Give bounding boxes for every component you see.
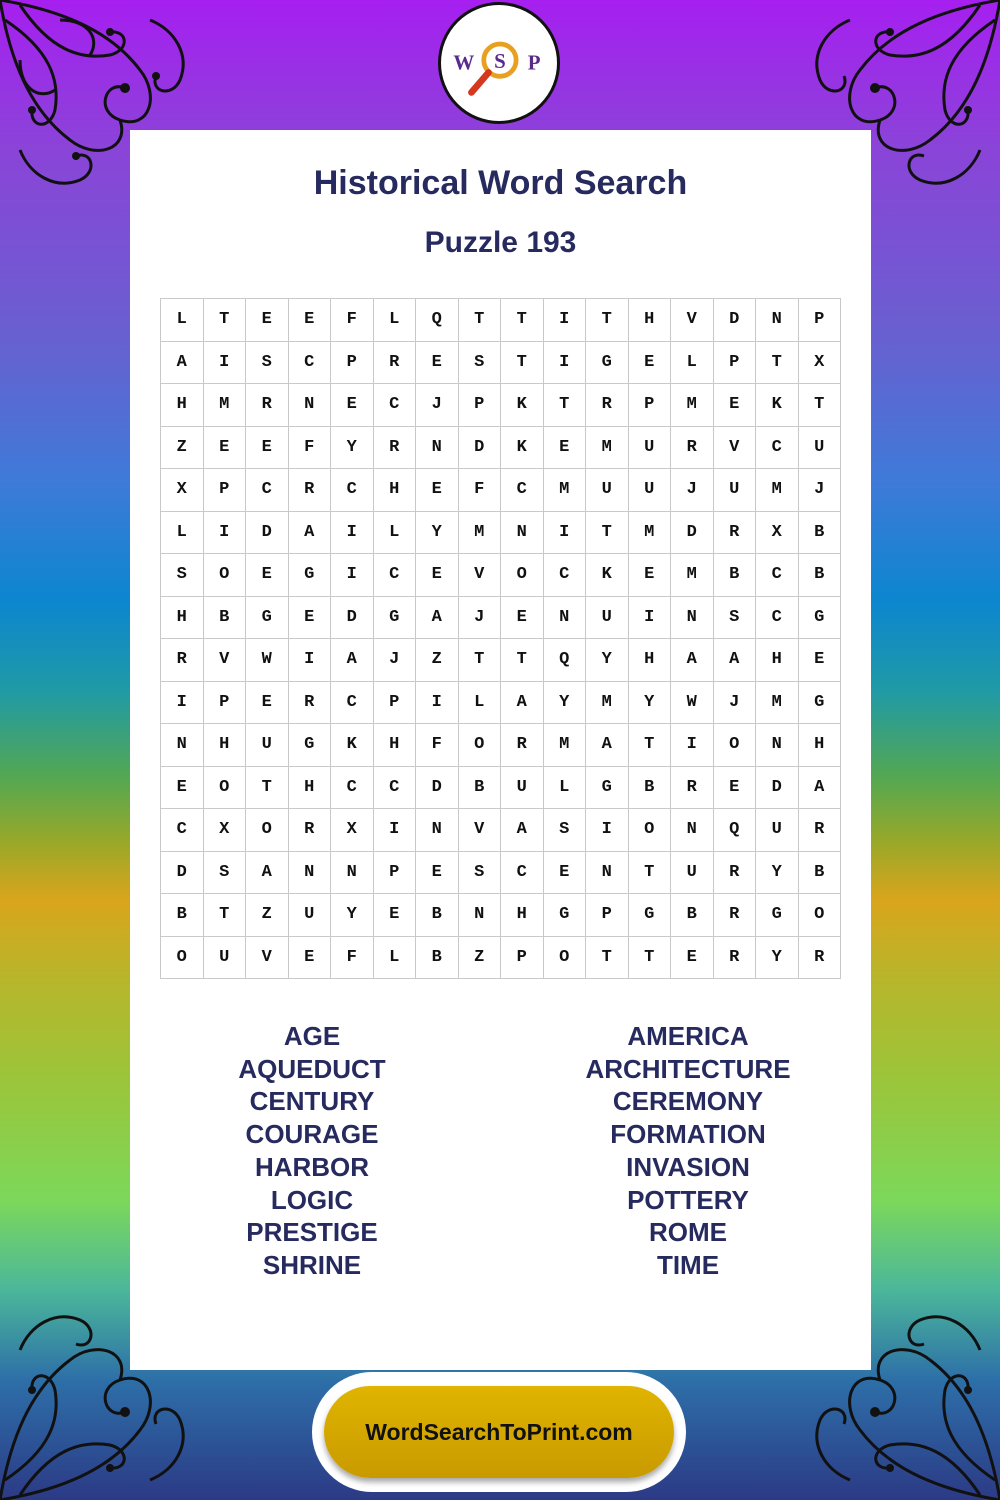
grid-cell[interactable]: C bbox=[246, 469, 289, 512]
grid-cell[interactable]: N bbox=[671, 597, 714, 640]
grid-cell[interactable]: O bbox=[501, 554, 544, 597]
grid-cell[interactable]: B bbox=[714, 554, 757, 597]
grid-cell[interactable]: P bbox=[374, 852, 417, 895]
logo-letter-w: W bbox=[453, 50, 475, 75]
grid-cell[interactable]: J bbox=[374, 639, 417, 682]
grid-cell[interactable]: U bbox=[714, 469, 757, 512]
word-list-item: ROME bbox=[649, 1217, 727, 1248]
grid-cell[interactable]: T bbox=[544, 384, 587, 427]
grid-cell[interactable]: C bbox=[289, 342, 332, 385]
grid-cell[interactable]: P bbox=[204, 469, 247, 512]
grid-cell[interactable]: C bbox=[374, 767, 417, 810]
word-list-item: PRESTIGE bbox=[246, 1217, 378, 1248]
grid-cell[interactable]: M bbox=[671, 554, 714, 597]
grid-cell[interactable]: R bbox=[586, 384, 629, 427]
grid-cell[interactable]: A bbox=[246, 852, 289, 895]
grid-cell[interactable]: A bbox=[501, 682, 544, 725]
grid-cell[interactable]: B bbox=[459, 767, 502, 810]
word-list-right bbox=[538, 1020, 838, 1282]
grid-cell[interactable]: T bbox=[204, 894, 247, 937]
grid-cell[interactable]: M bbox=[204, 384, 247, 427]
grid-cell[interactable]: R bbox=[246, 384, 289, 427]
grid-cell[interactable]: Y bbox=[756, 852, 799, 895]
grid-cell[interactable]: T bbox=[586, 937, 629, 980]
grid-cell[interactable]: S bbox=[714, 597, 757, 640]
grid-cell[interactable]: S bbox=[459, 342, 502, 385]
grid-cell[interactable]: T bbox=[629, 937, 672, 980]
grid-cell[interactable]: I bbox=[586, 809, 629, 852]
grid-cell[interactable]: U bbox=[586, 469, 629, 512]
grid-cell[interactable]: Q bbox=[416, 299, 459, 342]
grid-cell[interactable]: I bbox=[671, 724, 714, 767]
grid-cell[interactable]: M bbox=[459, 512, 502, 555]
grid-cell[interactable]: K bbox=[331, 724, 374, 767]
grid-cell[interactable]: R bbox=[714, 894, 757, 937]
word-list-item: HARBOR bbox=[254, 1151, 370, 1182]
grid-cell[interactable]: X bbox=[756, 512, 799, 555]
website-label: WordSearchToPrint.com bbox=[365, 1418, 633, 1445]
grid-cell[interactable]: V bbox=[459, 809, 502, 852]
grid-cell[interactable]: R bbox=[289, 469, 332, 512]
grid-cell[interactable]: H bbox=[161, 384, 204, 427]
grid-cell[interactable]: E bbox=[246, 427, 289, 470]
grid-cell[interactable]: K bbox=[501, 384, 544, 427]
grid-cell[interactable]: Y bbox=[586, 639, 629, 682]
grid-cell[interactable]: C bbox=[756, 427, 799, 470]
grid-cell[interactable]: E bbox=[671, 937, 714, 980]
grid-cell[interactable]: D bbox=[331, 597, 374, 640]
grid-cell[interactable]: L bbox=[161, 299, 204, 342]
grid-cell[interactable]: E bbox=[629, 554, 672, 597]
magnifier-icon bbox=[441, 5, 557, 121]
word-list-item: AGE bbox=[283, 1021, 341, 1051]
grid-cell[interactable]: Y bbox=[544, 682, 587, 725]
word-list-item: POTTERY bbox=[627, 1184, 749, 1215]
grid-cell[interactable]: H bbox=[374, 469, 417, 512]
grid-cell[interactable]: V bbox=[671, 299, 714, 342]
grid-cell[interactable]: A bbox=[161, 342, 204, 385]
grid-cell[interactable]: N bbox=[459, 894, 502, 937]
grid-cell[interactable]: G bbox=[289, 724, 332, 767]
footer-badge bbox=[312, 1372, 686, 1492]
grid-cell[interactable]: O bbox=[799, 894, 842, 937]
grid-cell[interactable]: E bbox=[544, 427, 587, 470]
grid-cell[interactable]: T bbox=[799, 384, 842, 427]
grid-cell[interactable]: Y bbox=[756, 937, 799, 980]
letter-grid[interactable] bbox=[160, 298, 841, 979]
grid-cell[interactable]: R bbox=[714, 852, 757, 895]
grid-cell[interactable]: A bbox=[289, 512, 332, 555]
grid-cell[interactable]: D bbox=[459, 427, 502, 470]
grid-cell[interactable]: F bbox=[331, 299, 374, 342]
grid-cell[interactable]: L bbox=[374, 937, 417, 980]
grid-cell[interactable]: A bbox=[714, 639, 757, 682]
grid-cell[interactable]: E bbox=[246, 299, 289, 342]
grid-cell[interactable]: Y bbox=[331, 894, 374, 937]
grid-cell[interactable]: X bbox=[204, 809, 247, 852]
grid-cell[interactable]: G bbox=[374, 597, 417, 640]
grid-cell[interactable]: R bbox=[374, 342, 417, 385]
grid-cell[interactable]: U bbox=[629, 427, 672, 470]
grid-cell[interactable]: G bbox=[799, 682, 842, 725]
grid-cell[interactable]: F bbox=[289, 427, 332, 470]
grid-cell[interactable]: C bbox=[501, 469, 544, 512]
word-list-item: CENTURY bbox=[249, 1086, 375, 1117]
grid-cell[interactable]: N bbox=[671, 809, 714, 852]
grid-cell[interactable]: E bbox=[246, 682, 289, 725]
grid-cell[interactable]: E bbox=[416, 852, 459, 895]
grid-cell[interactable]: I bbox=[629, 597, 672, 640]
grid-cell[interactable]: J bbox=[799, 469, 842, 512]
grid-cell[interactable]: C bbox=[756, 554, 799, 597]
grid-cell[interactable]: E bbox=[416, 554, 459, 597]
word-list-item: COURAGE bbox=[245, 1119, 379, 1150]
word-list-item: ARCHITECTURE bbox=[585, 1053, 791, 1084]
grid-cell[interactable]: M bbox=[629, 512, 672, 555]
grid-cell[interactable]: E bbox=[714, 384, 757, 427]
word-list-item: SHRINE bbox=[262, 1249, 362, 1280]
grid-cell[interactable]: C bbox=[544, 554, 587, 597]
grid-cell[interactable]: M bbox=[671, 384, 714, 427]
grid-cell[interactable]: D bbox=[714, 299, 757, 342]
grid-cell[interactable]: K bbox=[586, 554, 629, 597]
grid-cell[interactable]: U bbox=[501, 767, 544, 810]
grid-cell[interactable]: D bbox=[756, 767, 799, 810]
word-list-item: LOGIC bbox=[270, 1184, 354, 1215]
grid-cell[interactable]: Q bbox=[544, 639, 587, 682]
grid-cell[interactable]: O bbox=[714, 724, 757, 767]
grid-cell[interactable]: U bbox=[799, 427, 842, 470]
grid-cell[interactable]: J bbox=[416, 384, 459, 427]
grid-cell[interactable]: V bbox=[714, 427, 757, 470]
grid-cell[interactable]: T bbox=[204, 299, 247, 342]
grid-cell[interactable]: C bbox=[501, 852, 544, 895]
grid-cell[interactable]: G bbox=[289, 554, 332, 597]
grid-cell[interactable]: J bbox=[459, 597, 502, 640]
grid-cell[interactable]: X bbox=[161, 469, 204, 512]
grid-cell[interactable]: I bbox=[331, 512, 374, 555]
grid-cell[interactable]: T bbox=[459, 639, 502, 682]
grid-cell[interactable]: E bbox=[246, 554, 289, 597]
grid-cell[interactable]: A bbox=[799, 767, 842, 810]
grid-cell[interactable]: D bbox=[246, 512, 289, 555]
grid-cell[interactable]: P bbox=[331, 342, 374, 385]
grid-cell[interactable]: I bbox=[161, 682, 204, 725]
grid-cell[interactable]: A bbox=[416, 597, 459, 640]
grid-cell[interactable]: L bbox=[671, 342, 714, 385]
grid-cell[interactable]: D bbox=[671, 512, 714, 555]
grid-cell[interactable]: E bbox=[374, 894, 417, 937]
grid-cell[interactable]: Y bbox=[331, 427, 374, 470]
grid-cell[interactable]: P bbox=[204, 682, 247, 725]
grid-cell[interactable]: B bbox=[799, 852, 842, 895]
grid-cell[interactable]: D bbox=[161, 852, 204, 895]
grid-cell[interactable]: H bbox=[629, 639, 672, 682]
page-title: Historical Word Search bbox=[313, 164, 688, 202]
grid-cell[interactable]: P bbox=[501, 937, 544, 980]
grid-cell[interactable]: O bbox=[629, 809, 672, 852]
grid-cell[interactable]: Y bbox=[416, 512, 459, 555]
logo-letter-p: P bbox=[527, 50, 541, 75]
grid-cell[interactable]: C bbox=[331, 767, 374, 810]
grid-cell[interactable]: G bbox=[246, 597, 289, 640]
grid-cell[interactable]: I bbox=[204, 342, 247, 385]
grid-cell[interactable]: O bbox=[544, 937, 587, 980]
grid-cell[interactable]: R bbox=[289, 682, 332, 725]
grid-cell[interactable]: T bbox=[459, 299, 502, 342]
grid-cell[interactable]: T bbox=[756, 342, 799, 385]
grid-cell[interactable]: R bbox=[501, 724, 544, 767]
grid-cell[interactable]: R bbox=[799, 937, 842, 980]
grid-cell[interactable]: U bbox=[671, 852, 714, 895]
grid-cell[interactable]: E bbox=[161, 767, 204, 810]
grid-cell[interactable]: C bbox=[374, 384, 417, 427]
grid-cell[interactable]: N bbox=[331, 852, 374, 895]
grid-cell[interactable]: H bbox=[501, 894, 544, 937]
grid-cell[interactable]: U bbox=[756, 809, 799, 852]
grid-cell[interactable]: B bbox=[416, 937, 459, 980]
grid-cell[interactable]: Z bbox=[416, 639, 459, 682]
word-list-item: AMERICA bbox=[627, 1021, 749, 1051]
grid-cell[interactable]: O bbox=[459, 724, 502, 767]
grid-cell[interactable]: B bbox=[799, 554, 842, 597]
grid-cell[interactable]: R bbox=[799, 809, 842, 852]
grid-cell[interactable]: R bbox=[671, 427, 714, 470]
grid-cell[interactable]: R bbox=[374, 427, 417, 470]
grid-cell[interactable]: F bbox=[416, 724, 459, 767]
grid-cell[interactable]: S bbox=[246, 342, 289, 385]
grid-cell[interactable]: G bbox=[756, 894, 799, 937]
grid-cell[interactable]: N bbox=[756, 724, 799, 767]
grid-cell[interactable]: S bbox=[459, 852, 502, 895]
grid-cell[interactable]: A bbox=[331, 639, 374, 682]
grid-cell[interactable]: T bbox=[501, 342, 544, 385]
grid-cell[interactable]: G bbox=[586, 767, 629, 810]
word-list-left bbox=[162, 1020, 462, 1282]
grid-cell[interactable]: T bbox=[629, 852, 672, 895]
grid-cell[interactable]: O bbox=[204, 554, 247, 597]
grid-cell[interactable]: U bbox=[246, 724, 289, 767]
grid-cell[interactable]: T bbox=[246, 767, 289, 810]
grid-cell[interactable]: T bbox=[586, 299, 629, 342]
grid-cell[interactable]: E bbox=[544, 852, 587, 895]
grid-cell[interactable]: N bbox=[544, 597, 587, 640]
grid-cell[interactable]: S bbox=[204, 852, 247, 895]
grid-cell[interactable]: N bbox=[756, 299, 799, 342]
grid-cell[interactable]: L bbox=[161, 512, 204, 555]
grid-cell[interactable]: I bbox=[544, 299, 587, 342]
grid-cell[interactable]: M bbox=[586, 682, 629, 725]
grid-cell[interactable]: V bbox=[246, 937, 289, 980]
grid-cell[interactable]: E bbox=[629, 342, 672, 385]
grid-cell[interactable]: J bbox=[671, 469, 714, 512]
grid-cell[interactable]: N bbox=[289, 852, 332, 895]
grid-cell[interactable]: E bbox=[416, 342, 459, 385]
grid-cell[interactable]: H bbox=[161, 597, 204, 640]
grid-cell[interactable]: G bbox=[799, 597, 842, 640]
grid-cell[interactable]: H bbox=[204, 724, 247, 767]
grid-cell[interactable]: N bbox=[289, 384, 332, 427]
grid-cell[interactable]: U bbox=[586, 597, 629, 640]
grid-cell[interactable]: E bbox=[416, 469, 459, 512]
grid-cell[interactable]: R bbox=[161, 639, 204, 682]
grid-cell[interactable]: O bbox=[204, 767, 247, 810]
grid-cell[interactable]: B bbox=[204, 597, 247, 640]
grid-cell[interactable]: A bbox=[671, 639, 714, 682]
grid-cell[interactable]: P bbox=[799, 299, 842, 342]
grid-cell[interactable]: H bbox=[799, 724, 842, 767]
grid-cell[interactable]: E bbox=[289, 597, 332, 640]
grid-cell[interactable]: U bbox=[629, 469, 672, 512]
grid-cell[interactable]: T bbox=[629, 724, 672, 767]
word-list-item: AQUEDUCT bbox=[238, 1053, 386, 1084]
grid-cell[interactable]: Z bbox=[246, 894, 289, 937]
grid-cell[interactable]: B bbox=[161, 894, 204, 937]
grid-cell[interactable]: M bbox=[756, 469, 799, 512]
grid-cell[interactable]: E bbox=[714, 767, 757, 810]
grid-cell[interactable]: K bbox=[501, 427, 544, 470]
grid-cell[interactable]: O bbox=[246, 809, 289, 852]
grid-cell[interactable]: E bbox=[289, 937, 332, 980]
grid-cell[interactable]: H bbox=[374, 724, 417, 767]
grid-cell[interactable]: W bbox=[246, 639, 289, 682]
website-button[interactable] bbox=[324, 1386, 674, 1478]
grid-cell[interactable]: B bbox=[671, 894, 714, 937]
grid-cell[interactable]: Y bbox=[629, 682, 672, 725]
grid-cell[interactable]: C bbox=[756, 597, 799, 640]
grid-cell[interactable]: P bbox=[459, 384, 502, 427]
grid-cell[interactable]: M bbox=[586, 427, 629, 470]
grid-cell[interactable]: V bbox=[204, 639, 247, 682]
grid-cell[interactable]: Q bbox=[714, 809, 757, 852]
grid-cell[interactable]: S bbox=[544, 809, 587, 852]
grid-cell[interactable]: U bbox=[289, 894, 332, 937]
grid-cell[interactable]: R bbox=[714, 937, 757, 980]
grid-cell[interactable]: I bbox=[289, 639, 332, 682]
grid-cell[interactable]: C bbox=[161, 809, 204, 852]
wsp-logo[interactable] bbox=[438, 2, 560, 124]
grid-cell[interactable]: I bbox=[544, 512, 587, 555]
grid-cell[interactable]: K bbox=[756, 384, 799, 427]
grid-cell[interactable]: A bbox=[501, 809, 544, 852]
grid-cell[interactable]: R bbox=[671, 767, 714, 810]
grid-cell[interactable]: E bbox=[799, 639, 842, 682]
grid-cell[interactable]: Z bbox=[459, 937, 502, 980]
grid-cell[interactable]: W bbox=[671, 682, 714, 725]
grid-cell[interactable]: I bbox=[204, 512, 247, 555]
grid-cell[interactable]: T bbox=[501, 639, 544, 682]
grid-cell[interactable]: L bbox=[374, 512, 417, 555]
grid-cell[interactable]: N bbox=[161, 724, 204, 767]
grid-cell[interactable]: X bbox=[331, 809, 374, 852]
grid-cell[interactable]: I bbox=[416, 682, 459, 725]
grid-cell[interactable]: L bbox=[459, 682, 502, 725]
grid-cell[interactable]: R bbox=[714, 512, 757, 555]
grid-cell[interactable]: E bbox=[501, 597, 544, 640]
grid-cell[interactable]: M bbox=[544, 724, 587, 767]
grid-cell[interactable]: T bbox=[586, 512, 629, 555]
grid-cell[interactable]: E bbox=[331, 384, 374, 427]
grid-cell[interactable]: G bbox=[586, 342, 629, 385]
grid-cell[interactable]: F bbox=[459, 469, 502, 512]
grid-cell[interactable]: A bbox=[586, 724, 629, 767]
grid-cell[interactable]: C bbox=[374, 554, 417, 597]
grid-cell[interactable]: H bbox=[629, 299, 672, 342]
grid-cell[interactable]: N bbox=[416, 809, 459, 852]
grid-cell[interactable]: M bbox=[544, 469, 587, 512]
grid-cell[interactable]: H bbox=[756, 639, 799, 682]
grid-cell[interactable]: S bbox=[161, 554, 204, 597]
grid-cell[interactable]: M bbox=[756, 682, 799, 725]
puzzle-sheet bbox=[130, 130, 871, 1370]
logo-letter-s: S bbox=[494, 48, 506, 73]
grid-cell[interactable]: N bbox=[416, 427, 459, 470]
grid-cell[interactable]: E bbox=[289, 299, 332, 342]
grid-cell[interactable]: U bbox=[204, 937, 247, 980]
grid-cell[interactable]: X bbox=[799, 342, 842, 385]
grid-cell[interactable]: P bbox=[714, 342, 757, 385]
grid-cell[interactable]: Z bbox=[161, 427, 204, 470]
grid-cell[interactable]: N bbox=[586, 852, 629, 895]
grid-cell[interactable]: C bbox=[331, 682, 374, 725]
grid-cell[interactable]: I bbox=[374, 809, 417, 852]
grid-cell[interactable]: B bbox=[629, 767, 672, 810]
grid-cell[interactable]: J bbox=[714, 682, 757, 725]
grid-cell[interactable]: P bbox=[374, 682, 417, 725]
grid-cell[interactable]: E bbox=[204, 427, 247, 470]
puzzle-number: Puzzle 193 bbox=[424, 226, 577, 259]
grid-cell[interactable]: R bbox=[289, 809, 332, 852]
grid-cell[interactable]: F bbox=[331, 937, 374, 980]
word-list-item: INVASION bbox=[626, 1151, 750, 1182]
word-list-item: TIME bbox=[656, 1249, 720, 1280]
grid-cell[interactable]: V bbox=[459, 554, 502, 597]
grid-cell[interactable]: L bbox=[544, 767, 587, 810]
grid-cell[interactable]: N bbox=[501, 512, 544, 555]
grid-cell[interactable]: B bbox=[799, 512, 842, 555]
grid-cell[interactable]: I bbox=[544, 342, 587, 385]
grid-cell[interactable]: I bbox=[331, 554, 374, 597]
grid-cell[interactable]: B bbox=[416, 894, 459, 937]
grid-cell[interactable]: T bbox=[501, 299, 544, 342]
grid-cell[interactable]: G bbox=[544, 894, 587, 937]
grid-cell[interactable]: L bbox=[374, 299, 417, 342]
grid-cell[interactable]: G bbox=[629, 894, 672, 937]
word-list-item: FORMATION bbox=[610, 1119, 766, 1150]
grid-cell[interactable]: P bbox=[629, 384, 672, 427]
grid-cell[interactable]: D bbox=[416, 767, 459, 810]
grid-cell[interactable]: C bbox=[331, 469, 374, 512]
grid-cell[interactable]: P bbox=[586, 894, 629, 937]
grid-cell[interactable]: O bbox=[161, 937, 204, 980]
grid-cell[interactable]: H bbox=[289, 767, 332, 810]
word-list-item: CEREMONY bbox=[612, 1086, 764, 1117]
